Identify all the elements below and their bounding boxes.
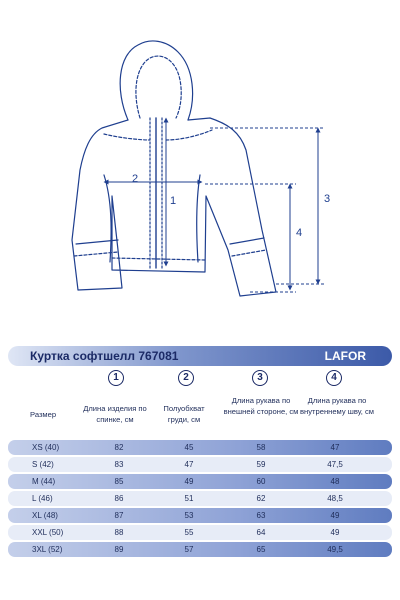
- size-cell: XL (48): [32, 511, 58, 520]
- right-panel: [197, 175, 200, 262]
- value-cell: 47: [330, 443, 340, 452]
- value-cell: 55: [184, 528, 194, 537]
- table-row: [8, 542, 392, 557]
- value-cell: 89: [114, 545, 124, 554]
- measure-1-label: 1: [170, 195, 177, 207]
- column-header-2: Полуобхват груди, см: [163, 404, 205, 424]
- hood-inner: [136, 56, 181, 118]
- column-number-1: 1: [108, 370, 124, 386]
- yoke-left: [104, 134, 150, 140]
- column-number-4: 4: [326, 370, 342, 386]
- value-cell: 88: [114, 528, 124, 537]
- value-cell: 49,5: [327, 545, 343, 554]
- brand-name: LAFOR: [324, 349, 366, 363]
- value-cell: 48: [330, 477, 340, 486]
- table-row: [8, 525, 392, 540]
- value-cell: 58: [256, 443, 266, 452]
- table-row: [8, 474, 392, 489]
- table-row: [8, 440, 392, 455]
- value-cell: 47,5: [327, 460, 343, 469]
- column-header-1: Длина изделия по спинке, см: [83, 404, 147, 424]
- value-cell: 57: [184, 545, 194, 554]
- value-cell: 83: [114, 460, 124, 469]
- value-cell: 65: [256, 545, 266, 554]
- size-cell: M (44): [32, 477, 56, 486]
- measure-2-label: 2: [132, 173, 139, 185]
- value-cell: 48,5: [327, 494, 343, 503]
- table-row: [8, 491, 392, 506]
- column-header-3: Длина рукава по внешней стороне, см: [223, 396, 299, 416]
- value-cell: 45: [184, 443, 194, 452]
- product-title: Куртка софтшелл 767081: [30, 349, 179, 363]
- jacket-body: [72, 118, 276, 296]
- column-number-2: 2: [178, 370, 194, 386]
- value-cell: 51: [184, 494, 194, 503]
- yoke-right: [166, 130, 212, 140]
- value-cell: 82: [114, 443, 124, 452]
- measure-4-label: 4: [296, 227, 303, 239]
- value-cell: 62: [256, 494, 266, 503]
- value-cell: 86: [114, 494, 124, 503]
- column-number-3: 3: [252, 370, 268, 386]
- value-cell: 87: [114, 511, 124, 520]
- product-title-bar: [8, 346, 392, 366]
- table-row: [8, 457, 392, 472]
- value-cell: 85: [114, 477, 124, 486]
- column-header-4: Длина рукава по внутреннему шву, см: [300, 396, 375, 416]
- measure-3-label: 3: [324, 193, 331, 205]
- hood-outline: [120, 41, 192, 120]
- value-cell: 63: [256, 511, 266, 520]
- left-panel: [104, 175, 111, 262]
- size-cell: XS (40): [32, 443, 60, 452]
- size-header: Размер: [30, 410, 57, 419]
- table-row: [8, 508, 392, 523]
- value-cell: 49: [184, 477, 194, 486]
- right-cuff: [230, 238, 264, 244]
- size-cell: 3XL (52): [32, 545, 63, 554]
- size-cell: L (46): [32, 494, 53, 503]
- value-cell: 59: [256, 460, 266, 469]
- hem-line: [112, 258, 205, 260]
- value-cell: 60: [256, 477, 266, 486]
- value-cell: 49: [330, 528, 340, 537]
- size-cell: S (42): [32, 460, 54, 469]
- value-cell: 47: [184, 460, 194, 469]
- value-cell: 53: [184, 511, 194, 520]
- size-cell: XXL (50): [32, 528, 64, 537]
- right-cuff-2: [232, 250, 266, 256]
- value-cell: 64: [256, 528, 266, 537]
- value-cell: 49: [330, 511, 340, 520]
